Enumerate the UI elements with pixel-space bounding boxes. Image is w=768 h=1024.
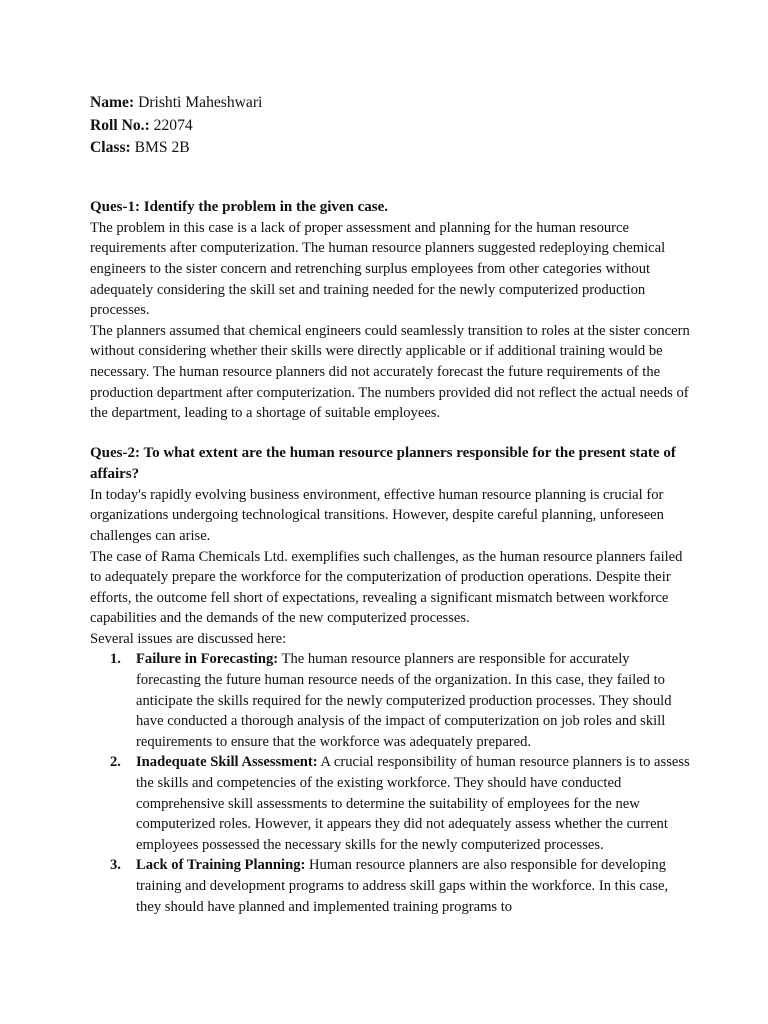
name-value: Drishti Maheshwari — [134, 94, 263, 111]
question-1-heading: Ques-1: Identify the problem in the given case. — [90, 198, 389, 215]
list-number: 3. — [110, 857, 121, 874]
roll-label: Roll No.: — [90, 116, 150, 134]
document-page — [90, 92, 690, 917]
name-label: Name: — [90, 94, 135, 111]
class-line — [90, 137, 690, 160]
q2-paragraph: Several issues are discussed here: — [90, 630, 287, 647]
q1-paragraph: The problem in this case is a lack of proper assessment and planning for the human resource requirements after computerization. The human resource planners suggested redeploying chemical engineers to the sister concern and retrenching surplus employees from other categories without adequately considering the skill set and training needed for the newly computerized production processes. — [90, 219, 666, 319]
spacer — [90, 160, 690, 197]
list-item-lead: Failure in Forecasting: — [136, 651, 279, 668]
q2-paragraph: In today's rapidly evolving business environment, effective human resource planning is crucial for organizations undergoing technological transitions. However, despite careful planning, unforeseen challenges can arise. — [90, 486, 664, 544]
class-value: BMS 2B — [130, 139, 190, 157]
list-item-text: A crucial responsibility of human resource planners is to assess the skills and competencies of the existing workforce. They should have conducted comprehensive skill assessments to determine the suitability of employees for the new computerized roles. However, it appears they did not adequately assess whether the current employees possessed the necessary skills for the newly computerized processes. — [136, 754, 690, 853]
roll-line — [90, 115, 690, 138]
question-2-heading: Ques-2: To what extent are the human resource planners responsible for the present state of affairs? — [90, 444, 676, 482]
list-item-text: The human resource planners are responsible for accurately forecasting the future human resource needs of the organization. In this case, they failed to anticipate the skills required for the newly computerized production processes. They should have conducted a thorough analysis of the impact of computerization on job roles and skill requirements to ensure that the workforce was adequately prepared. — [136, 651, 672, 750]
q2-paragraph: The case of Rama Chemicals Ltd. exemplifies such challenges, as the human resource planners failed to adequately prepare the workforce for the computerization of production operations. Despite their efforts, the outcome fell short of expectations, revealing a significant mismatch between workforce capabilities and the demands of the new computerized processes. — [90, 548, 683, 627]
list-item-text: Human resource planners are also responsible for developing training and development programs to address skill gaps within the workforce. In this case, they should have planned and implemented training programs to — [136, 857, 669, 915]
issues-list — [90, 649, 690, 917]
list-number: 1. — [110, 651, 121, 668]
roll-value: 22074 — [149, 116, 193, 134]
list-item — [90, 752, 690, 855]
q1-paragraph: The planners assumed that chemical engineers could seamlessly transition to roles at the sister concern without considering whether their skills were directly applicable or if additional training would be necessary. The human resource planners did not accurately forecast the future requirements of the production department after computerization. The numbers provided did not reflect the actual needs of the department, leading to a shortage of suitable employees. — [90, 322, 690, 422]
class-label: Class: — [90, 139, 131, 157]
list-item — [90, 855, 690, 917]
list-item-lead: Lack of Training Planning: — [136, 857, 306, 874]
name-line — [90, 92, 690, 115]
list-number: 2. — [110, 754, 121, 771]
list-item-lead: Inadequate Skill Assessment: — [136, 754, 318, 771]
list-item — [90, 649, 690, 752]
